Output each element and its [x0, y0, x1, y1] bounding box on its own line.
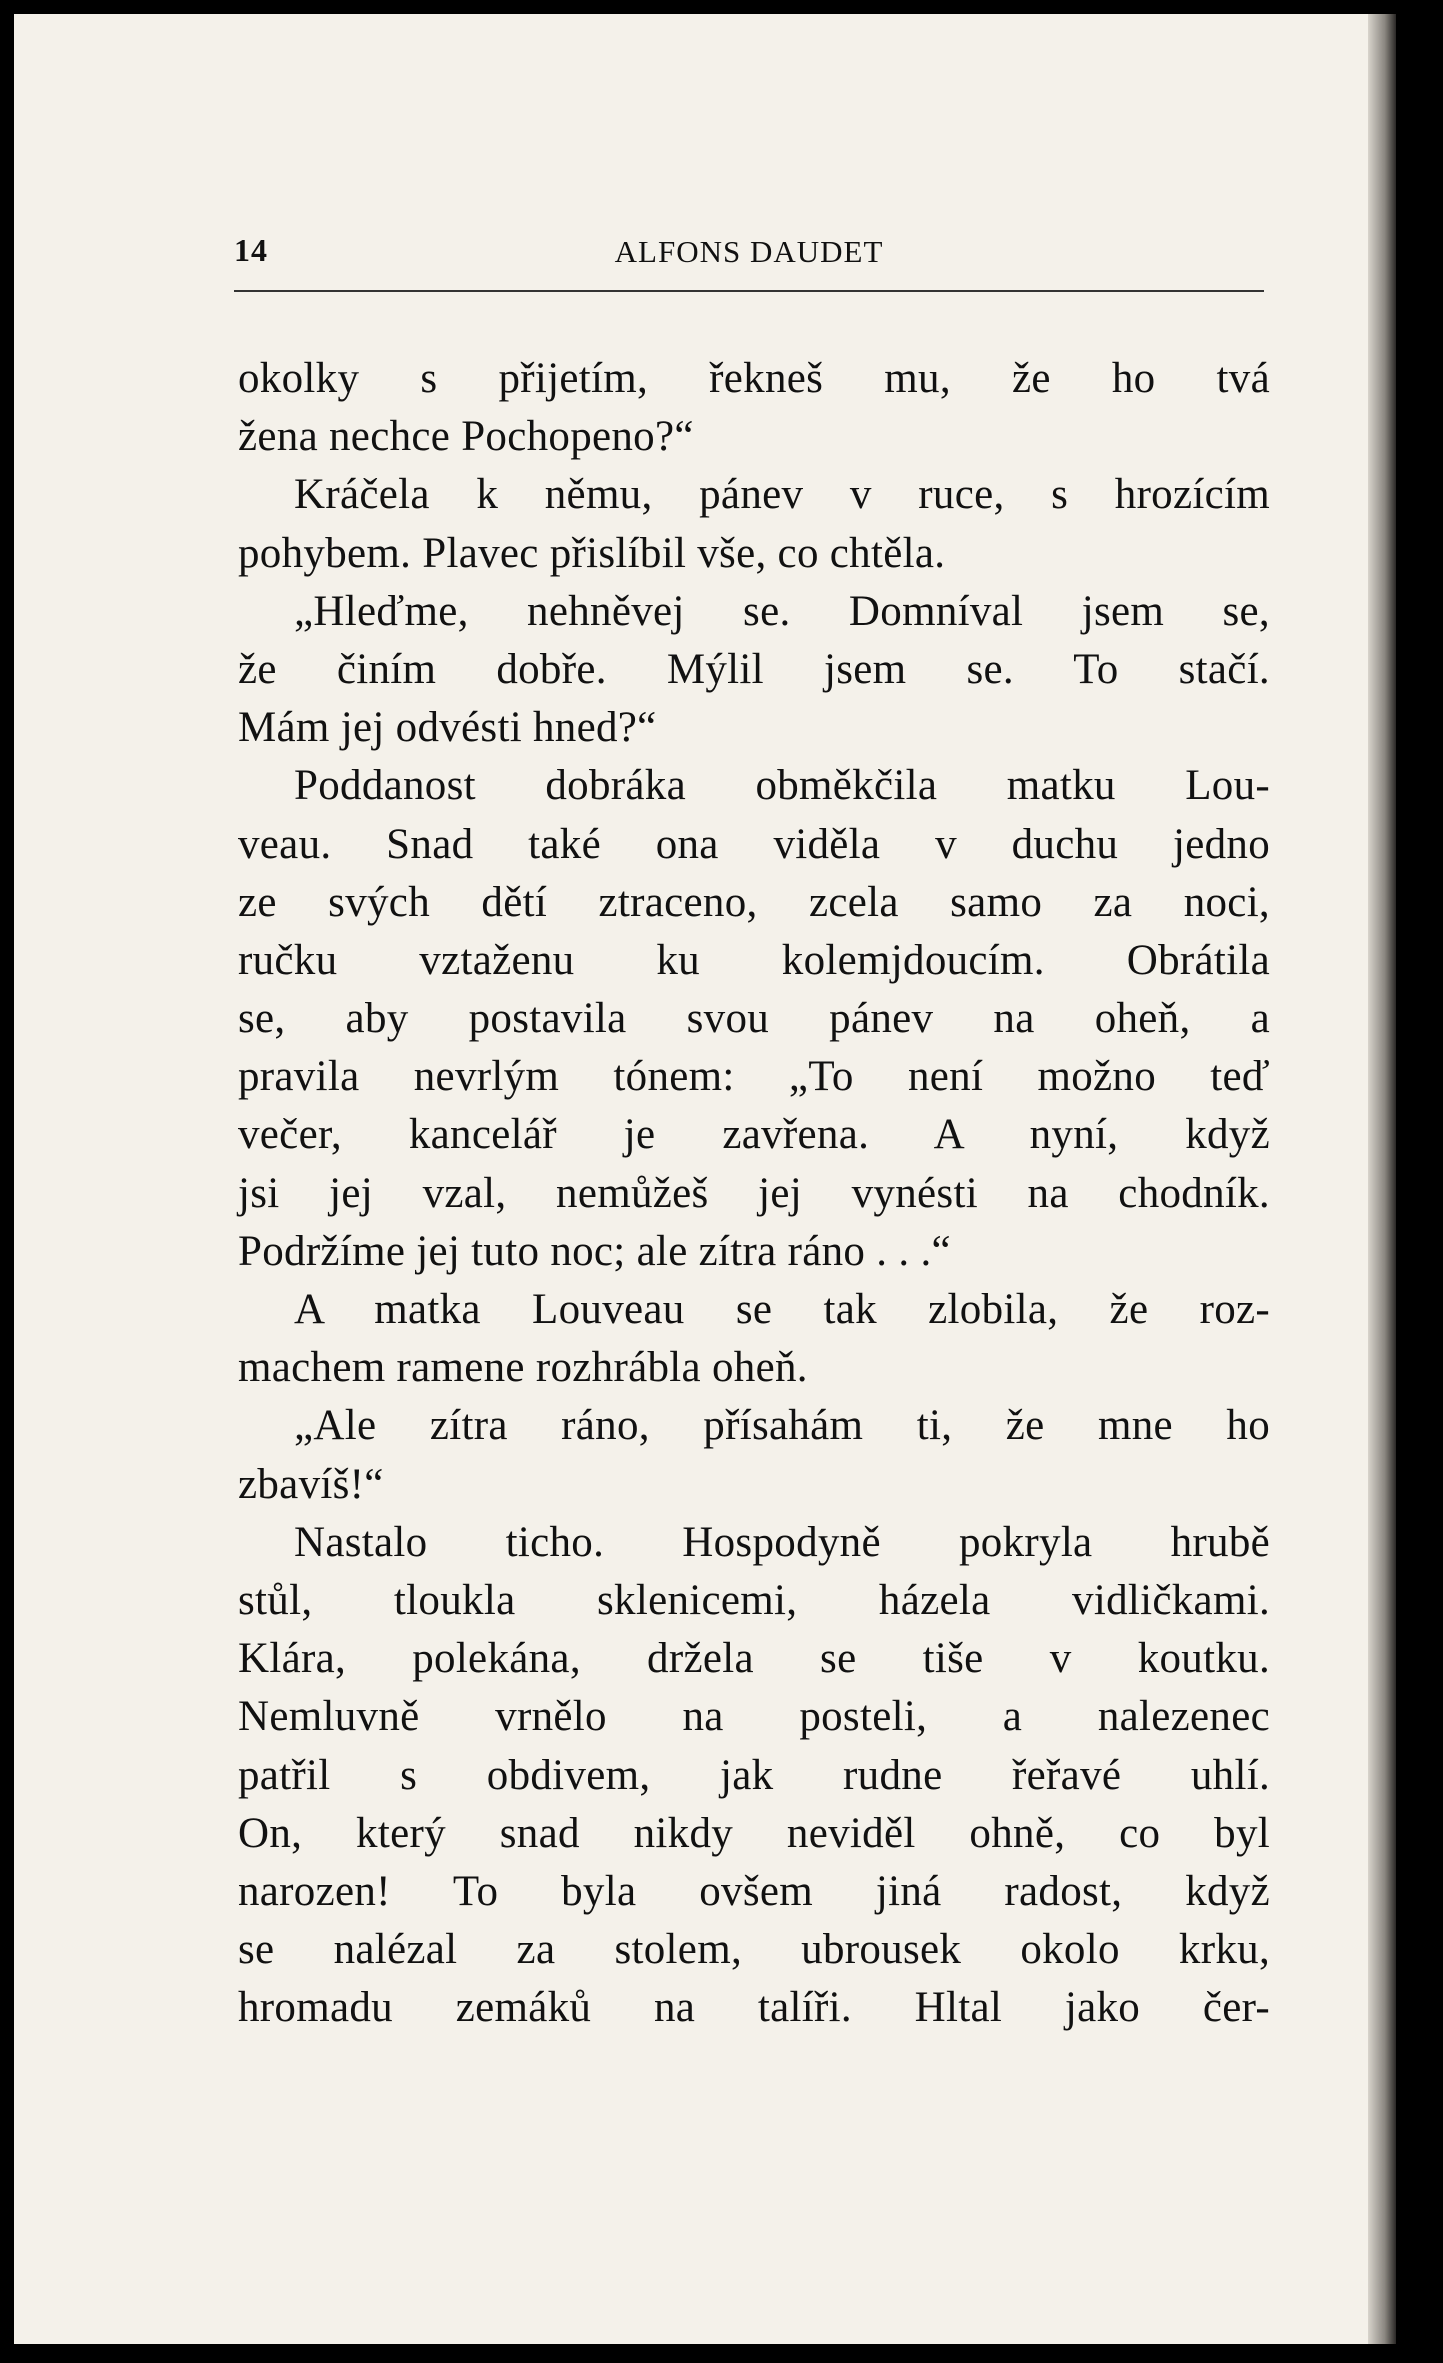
text-line: jsi jej vzal, nemůžeš jej vynésti na chodník. — [238, 1169, 1270, 1217]
text-line: Podržíme jej tuto noc; ale zítra ráno . . .“ — [238, 1227, 951, 1275]
text-line: A matka Louveau se tak zlobila, že roz- — [294, 1286, 1270, 1333]
text-line: žena nechce Pochopeno?“ — [238, 413, 694, 461]
text-line: Klára, polekána, držela se tiše v koutku. — [238, 1635, 1270, 1683]
text-line: se nalézal za stolem, ubrousek okolo krku, — [238, 1926, 1270, 1974]
text-line: veau. Snad také ona viděla v duchu jedno — [238, 820, 1270, 868]
running-title: ALFONS DAUDET — [614, 234, 884, 269]
text-line: Poddanost dobráka obměkčila matku Lou- — [294, 762, 1270, 810]
text-line: machem ramene rozhrábla oheň. — [238, 1344, 808, 1392]
text-line: ze svých dětí ztraceno, zcela samo za noci, — [238, 878, 1270, 926]
text-line: stůl, tloukla sklenicemi, házela vidličkami. — [238, 1576, 1270, 1624]
page-number: 14 — [234, 232, 268, 268]
text-line: hromadu zemáků na talíři. Hltal jako čer- — [238, 1984, 1270, 2032]
text-line: že činím dobře. Mýlil jsem se. To stačí. — [238, 645, 1270, 693]
text-line: zbavíš!“ — [238, 1460, 384, 1508]
text-line: Kráčela k němu, pánev v ruce, s hrozícím — [294, 471, 1270, 519]
book-page — [14, 14, 1396, 2344]
text-line: Nemluvně vrnělo na posteli, a nalezenec — [238, 1693, 1270, 1741]
page-header — [234, 232, 1264, 282]
page-edge — [1368, 14, 1396, 2344]
text-line: patřil s obdivem, jak rudne řeřavé uhlí. — [238, 1751, 1270, 1799]
text-line: se, aby postavila svou pánev na oheň, a — [238, 995, 1270, 1043]
text-line: narozen! To byla ovšem jiná radost, když — [238, 1867, 1270, 1915]
text-line: pohybem. Plavec přislíbil vše, co chtěla. — [238, 529, 946, 577]
body-text — [238, 350, 1270, 2037]
text-line: pravila nevrlým tónem: „To není možno teď — [238, 1053, 1270, 1101]
text-line: ručku vztaženu ku kolemjdoucím. Obrátila — [238, 936, 1270, 984]
header-rule — [234, 290, 1264, 292]
text-line: „Hleďme, nehněvej se. Domníval jsem se, — [294, 587, 1270, 635]
text-line: Mám jej odvésti hned?“ — [238, 704, 657, 752]
text-line: večer, kancelář je zavřena. A nyní, když — [238, 1111, 1270, 1159]
text-line: Nastalo ticho. Hospodyně pokryla hrubě — [294, 1518, 1270, 1566]
text-line: „Ale zítra ráno, přísahám ti, že mne ho — [294, 1402, 1270, 1450]
text-line: okolky s přijetím, řekneš mu, že ho tvá — [238, 355, 1270, 402]
text-line: On, který snad nikdy neviděl ohně, co byl — [238, 1809, 1270, 1857]
